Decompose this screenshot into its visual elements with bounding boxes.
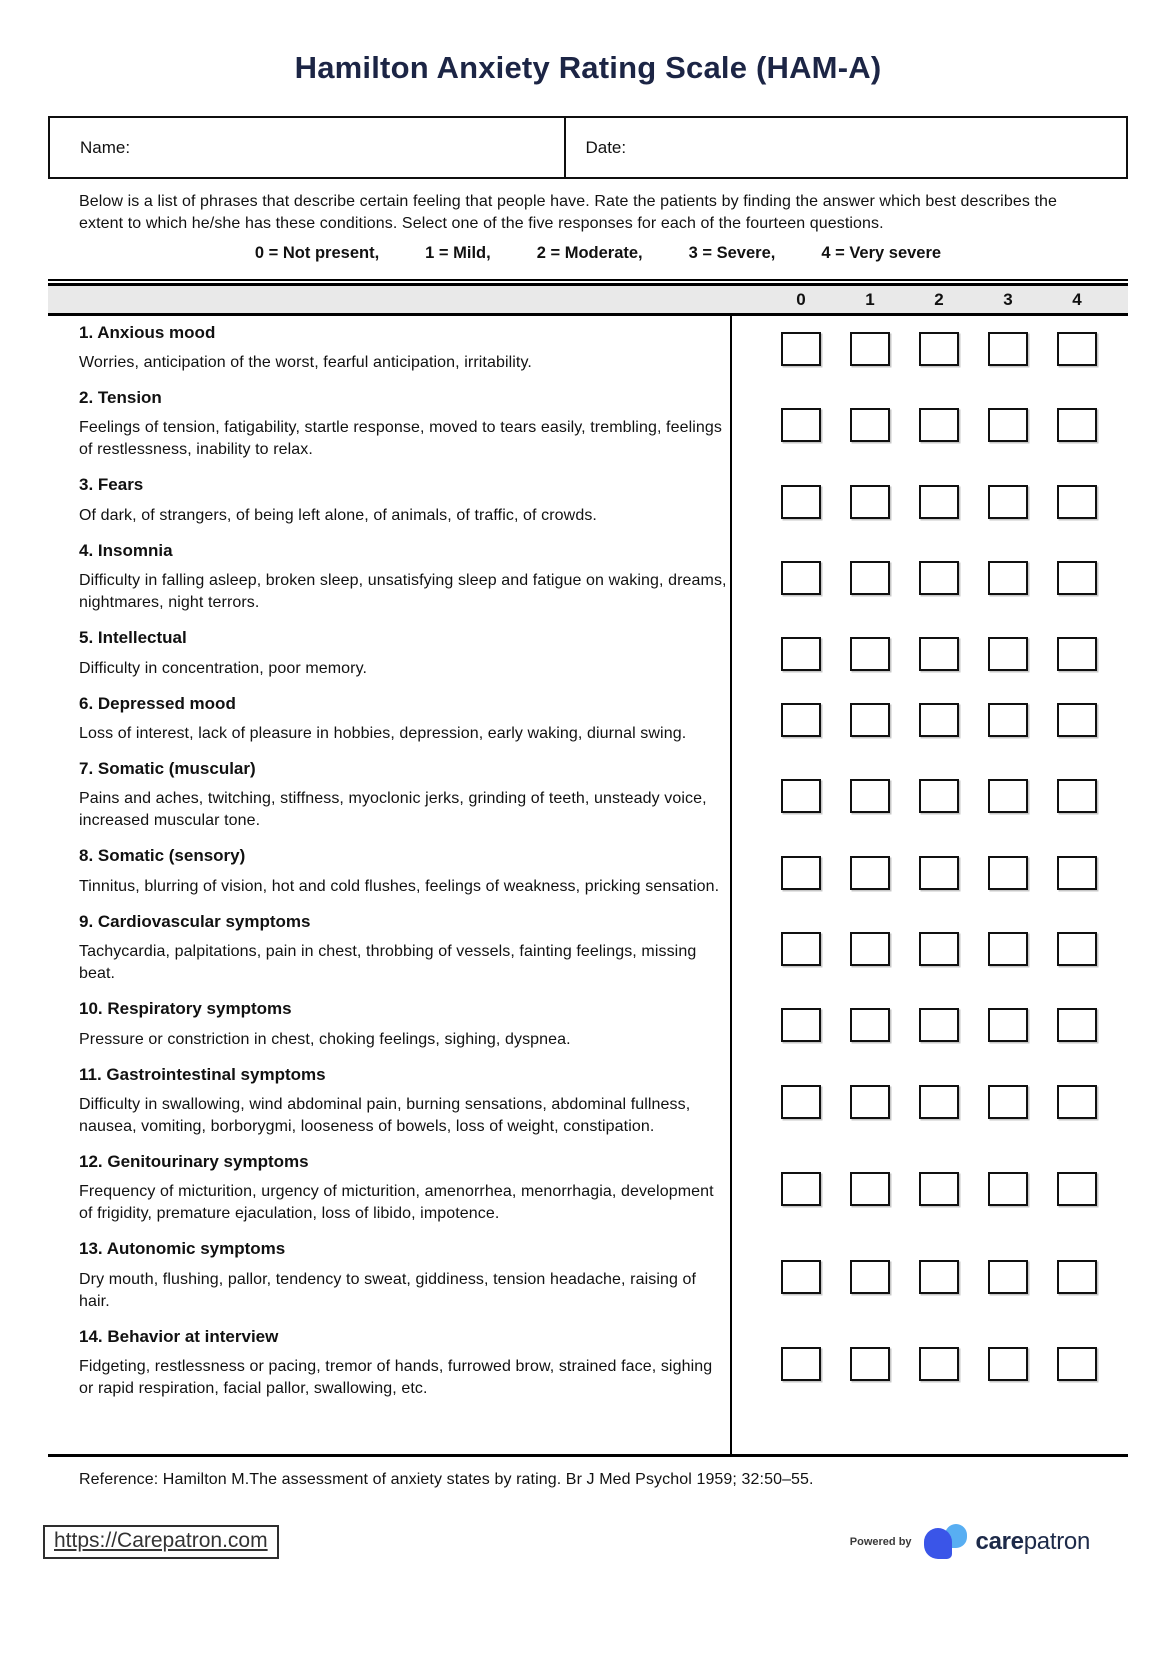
rating-checkbox[interactable] — [850, 1172, 890, 1206]
rating-checkbox[interactable] — [1057, 1172, 1097, 1206]
brand-patron-text: patron — [1023, 1527, 1090, 1555]
rating-checkbox[interactable] — [988, 1172, 1028, 1206]
question-cell — [48, 1320, 730, 1407]
question-description: Pressure or constriction in chest, choking feelings, sighing, dyspnea. — [79, 1030, 571, 1048]
question-cell — [48, 622, 730, 687]
rating-checkbox[interactable] — [988, 703, 1028, 737]
rating-checkbox[interactable] — [850, 1085, 890, 1119]
question-title: 12. Genitourinary symptoms — [79, 1151, 309, 1171]
question-description: Tachycardia, palpitations, pain in chest, throbbing of vessels, fainting feelings, missing beat. — [79, 943, 697, 983]
rating-checkbox[interactable] — [850, 408, 890, 442]
rating-checkbox[interactable] — [919, 1172, 959, 1206]
scale-legend-item: 1 = Mild, — [425, 244, 491, 263]
rating-column-header: 3 — [1003, 289, 1013, 309]
powered-by-label: Powered by — [849, 1535, 912, 1548]
question-cell — [48, 382, 730, 469]
question-title: 11. Gastrointestinal symptoms — [79, 1064, 326, 1084]
rating-checkbox[interactable] — [988, 1260, 1028, 1294]
question-row — [48, 687, 1128, 752]
rating-checkbox-group — [730, 637, 1128, 671]
rating-checkbox[interactable] — [919, 332, 959, 366]
page-title: Hamilton Anxiety Rating Scale (HAM-A) — [294, 50, 882, 85]
scale-legend-item: 2 = Moderate, — [536, 244, 643, 263]
name-field[interactable] — [50, 118, 566, 177]
rating-column-header: 1 — [865, 289, 875, 309]
rating-checkbox[interactable] — [1057, 637, 1097, 671]
rating-checkbox[interactable] — [781, 408, 821, 442]
question-description: Fidgeting, restlessness or pacing, tremor of hands, furrowed brow, strained face, sighing or rapid respiration, facial pallor, swallowing, etc. — [79, 1358, 713, 1398]
rating-checkbox[interactable] — [919, 856, 959, 890]
question-row — [48, 1320, 1128, 1407]
question-cell — [48, 1058, 730, 1145]
rating-checkbox[interactable] — [919, 485, 959, 519]
question-title: 1. Anxious mood — [79, 322, 216, 342]
question-description: Difficulty in concentration, poor memory. — [79, 659, 368, 677]
rating-checkbox[interactable] — [1057, 1260, 1097, 1294]
question-description: Difficulty in swallowing, wind abdominal pain, burning sensations, abdominal fullness, nausea, vomiting, borborygmi, looseness of bowels, loss of weight, constipation. — [79, 1095, 691, 1135]
rating-checkbox[interactable] — [850, 1347, 890, 1381]
brand-care-text: care — [975, 1527, 1024, 1555]
rating-checkbox[interactable] — [1057, 332, 1097, 366]
question-row — [48, 753, 1128, 840]
carepatron-link[interactable]: https://Carepatron.com — [43, 1525, 279, 1559]
rating-checkbox-group — [730, 856, 1128, 890]
rating-checkbox[interactable] — [919, 1260, 959, 1294]
question-title: 13. Autonomic symptoms — [79, 1239, 286, 1259]
rating-checkbox-group — [730, 1085, 1128, 1119]
rating-checkbox[interactable] — [919, 408, 959, 442]
rating-checkbox[interactable] — [919, 1347, 959, 1381]
rating-checkbox[interactable] — [988, 1008, 1028, 1042]
name-label: Name: — [80, 137, 131, 157]
rating-checkbox-group — [730, 703, 1128, 737]
question-row — [48, 469, 1128, 534]
rating-checkbox[interactable] — [850, 561, 890, 595]
rating-checkbox-group — [730, 1172, 1128, 1206]
rating-checkbox[interactable] — [919, 703, 959, 737]
question-description: Pains and aches, twitching, stiffness, myoclonic jerks, grinding of teeth, unsteady voice, increased muscular tone. — [79, 790, 707, 830]
rating-checkbox[interactable] — [1057, 485, 1097, 519]
question-cell — [48, 905, 730, 992]
rating-checkbox[interactable] — [781, 485, 821, 519]
rating-checkbox[interactable] — [781, 1085, 821, 1119]
rating-checkbox[interactable] — [781, 1260, 821, 1294]
rating-checkbox[interactable] — [1057, 779, 1097, 813]
rating-column-header: 2 — [934, 289, 944, 309]
rating-checkbox-group — [730, 332, 1128, 366]
question-title: 7. Somatic (muscular) — [79, 759, 256, 778]
rating-checkbox[interactable] — [988, 332, 1028, 366]
rating-checkbox-group — [730, 1260, 1128, 1294]
rating-checkbox[interactable] — [781, 1008, 821, 1042]
rating-checkbox[interactable] — [781, 637, 821, 671]
divider-line — [48, 279, 1128, 281]
rating-header-band — [48, 283, 1128, 316]
rating-checkbox-group — [730, 779, 1128, 813]
question-title: 5. Intellectual — [79, 628, 187, 648]
rating-checkbox[interactable] — [850, 332, 890, 366]
rating-checkbox[interactable] — [781, 779, 821, 813]
rating-checkbox[interactable] — [781, 932, 821, 966]
name-date-table — [48, 116, 1128, 179]
form-page — [0, 50, 1176, 1561]
question-cell — [48, 753, 730, 840]
rating-checkbox[interactable] — [1057, 1347, 1097, 1381]
question-row — [48, 840, 1128, 905]
rating-header — [48, 279, 1128, 316]
rating-checkbox[interactable] — [850, 703, 890, 737]
question-title: 4. Insomnia — [79, 540, 173, 560]
question-row — [48, 1233, 1128, 1320]
rating-checkbox[interactable] — [988, 779, 1028, 813]
rating-checkbox[interactable] — [919, 932, 959, 966]
question-description: Of dark, of strangers, of being left alone, of animals, of traffic, of crowds. — [79, 506, 597, 524]
question-cell — [48, 840, 730, 905]
question-cell — [48, 993, 730, 1058]
instructions-text: Below is a list of phrases that describe certain feeling that people have. Rate the patients by finding the answer which best describes the extent to which he/she has these conditions. Select one of the five responses for each of the fourteen questions. — [79, 193, 1058, 233]
date-label: Date: — [585, 137, 627, 157]
question-title: 10. Respiratory symptoms — [79, 999, 292, 1019]
question-title: 3. Fears — [79, 475, 144, 495]
rating-checkbox-group — [730, 408, 1128, 442]
question-row — [48, 905, 1128, 992]
rating-checkbox[interactable] — [988, 408, 1028, 442]
logo-dark-shape — [924, 1528, 952, 1559]
carepatron-logo-icon — [922, 1523, 970, 1561]
scale-legend-item: 4 = Very severe — [821, 244, 942, 263]
question-row — [48, 1145, 1128, 1232]
rating-checkbox[interactable] — [781, 856, 821, 890]
date-field[interactable] — [566, 118, 1126, 177]
question-title: 14. Behavior at interview — [79, 1326, 279, 1346]
scale-legend-item: 3 = Severe, — [688, 244, 776, 263]
question-cell — [48, 469, 730, 534]
question-row — [48, 316, 1128, 381]
powered-by-block — [850, 1523, 1090, 1561]
rating-checkbox[interactable] — [988, 1085, 1028, 1119]
rating-checkbox[interactable] — [781, 1172, 821, 1206]
question-cell — [48, 534, 730, 621]
question-description: Dry mouth, flushing, pallor, tendency to sweat, giddiness, tension headache, raising of hair. — [79, 1270, 697, 1310]
rating-checkbox[interactable] — [988, 561, 1028, 595]
rating-checkbox[interactable] — [850, 856, 890, 890]
question-title: 6. Depressed mood — [79, 693, 236, 713]
rating-checkbox[interactable] — [988, 932, 1028, 966]
rating-checkbox-group — [730, 485, 1128, 519]
question-description: Worries, anticipation of the worst, fearful anticipation, irritability. — [79, 354, 532, 372]
question-description: Difficulty in falling asleep, broken sleep, unsatisfying sleep and fatigue on waking, dreams, nightmares, night terrors. — [79, 572, 727, 612]
rating-checkbox[interactable] — [1057, 932, 1097, 966]
rating-checkbox[interactable] — [1057, 703, 1097, 737]
question-row — [48, 1058, 1128, 1145]
rating-column-header: 0 — [796, 289, 806, 309]
scale-legend-item: 0 = Not present, — [254, 244, 380, 263]
brand-wordmark — [976, 1528, 1090, 1556]
rating-checkbox[interactable] — [919, 1085, 959, 1119]
rating-checkbox-group — [730, 561, 1128, 595]
rating-checkbox[interactable] — [850, 1008, 890, 1042]
rating-checkbox-group — [730, 932, 1128, 966]
rating-checkbox[interactable] — [850, 779, 890, 813]
rating-checkbox[interactable] — [988, 856, 1028, 890]
rating-checkbox[interactable] — [850, 637, 890, 671]
question-description: Feelings of tension, fatigability, startle response, moved to tears easily, trembling, feelings of restlessness, inability to relax. — [79, 419, 722, 459]
rating-checkbox[interactable] — [988, 1347, 1028, 1381]
question-title: 2. Tension — [79, 388, 162, 408]
question-cell — [48, 1145, 730, 1232]
rating-checkbox[interactable] — [988, 637, 1028, 671]
rating-checkbox[interactable] — [1057, 561, 1097, 595]
rating-checkbox[interactable] — [919, 1008, 959, 1042]
question-description: Frequency of micturition, urgency of micturition, amenorrhea, menorrhagia, development of frigidity, premature ejaculation, loss of libido, impotence. — [79, 1183, 714, 1223]
question-cell — [48, 316, 730, 381]
rating-checkbox[interactable] — [781, 332, 821, 366]
question-row — [48, 993, 1128, 1058]
questions-table-body — [48, 316, 1128, 1456]
rating-checkbox-group — [730, 1008, 1128, 1042]
rating-checkbox[interactable] — [919, 561, 959, 595]
rating-header-cells — [730, 290, 1128, 310]
footer — [48, 1523, 1128, 1561]
rating-checkbox[interactable] — [1057, 1008, 1097, 1042]
rating-checkbox[interactable] — [781, 1347, 821, 1381]
question-row — [48, 622, 1128, 687]
rating-checkbox-group — [730, 1347, 1128, 1381]
rating-checkbox[interactable] — [781, 703, 821, 737]
question-description: Loss of interest, lack of pleasure in hobbies, depression, early waking, diurnal swing. — [79, 725, 687, 742]
rating-checkbox[interactable] — [1057, 856, 1097, 890]
question-row — [48, 382, 1128, 469]
reference-text: Reference: Hamilton M.The assessment of anxiety states by rating. Br J Med Psychol 1959; 32:50–55. — [79, 1470, 814, 1488]
rating-checkbox[interactable] — [919, 779, 959, 813]
rating-checkbox[interactable] — [1057, 408, 1097, 442]
rating-checkbox[interactable] — [1057, 1085, 1097, 1119]
scale-legend — [48, 244, 1128, 263]
rating-checkbox[interactable] — [850, 932, 890, 966]
rating-checkbox[interactable] — [781, 561, 821, 595]
rating-column-header: 4 — [1072, 289, 1082, 309]
rating-checkbox[interactable] — [850, 485, 890, 519]
question-cell — [48, 687, 730, 752]
question-cell — [48, 1233, 730, 1320]
question-description: Tinnitus, blurring of vision, hot and cold flushes, feelings of weakness, pricking sensation. — [79, 877, 720, 895]
question-title: 9. Cardiovascular symptoms — [79, 911, 311, 931]
rating-checkbox[interactable] — [988, 485, 1028, 519]
rating-checkbox[interactable] — [919, 637, 959, 671]
rating-checkbox[interactable] — [850, 1260, 890, 1294]
question-row — [48, 534, 1128, 621]
question-title: 8. Somatic (sensory) — [79, 846, 246, 866]
